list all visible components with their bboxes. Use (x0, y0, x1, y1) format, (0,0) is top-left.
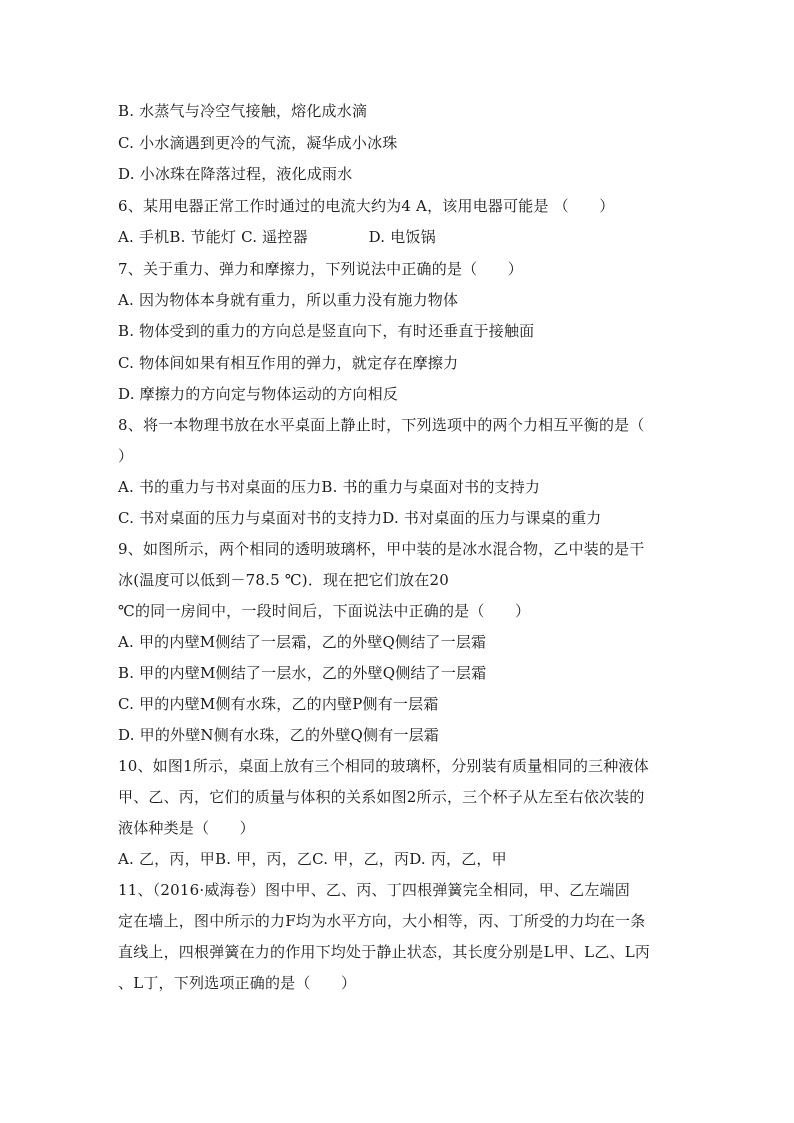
question-8-cont: ） (118, 447, 134, 465)
question-10: 10、如图1所示，桌面上放有三个相同的玻璃杯，分别装有质量相同的三种液体 (118, 757, 649, 775)
options-cd-q8: C. 书对桌面的压力与桌面对书的支持力D. 书对桌面的压力与课桌的重力 (118, 509, 602, 527)
question-10-cont2: 液体种类是（ ） (118, 819, 255, 837)
options-q6: A. 手机B. 节能灯 C. 遥控器 D. 电饭锅 (118, 228, 436, 246)
question-6: 6、某用电器正常工作时通过的电流大约为4 A，该用电器可能是 （ ） (118, 197, 615, 215)
question-8: 8、将一本物理书放在水平桌面上静止时，下列选项中的两个力相互平衡的是（ (118, 416, 645, 434)
option-a-q9: A. 甲的内壁M侧结了一层霜，乙的外壁Q侧结了一层霜 (118, 633, 487, 651)
question-11-cont3: 、L丁，下列选项正确的是（ ） (118, 974, 357, 992)
option-b-q5: B. 水蒸气与冷空气接触，熔化成水滴 (118, 102, 368, 120)
question-7: 7、关于重力、弹力和摩擦力，下列说法中正确的是（ ） (118, 260, 523, 278)
option-d-q9: D. 甲的外壁N侧有水珠，乙的外壁Q侧有一层霜 (118, 726, 440, 744)
question-10-cont1: 甲、乙、丙，它们的质量与体积的关系如图2所示，三个杯子从左至右依次装的 (118, 788, 645, 806)
question-9-cont2: ℃的同一房间中，一段时间后，下面说法中正确的是（ ） (118, 602, 531, 620)
question-11-cont1: 定在墙上，图中所示的力F均为水平方向，大小相等，丙、丁所受的力均在一条 (118, 912, 646, 930)
option-d-q5: D. 小冰珠在降落过程，液化成雨水 (118, 165, 353, 183)
question-9: 9、如图所示，两个相同的透明玻璃杯，甲中装的是冰水混合物，乙中装的是干 (118, 540, 645, 558)
question-11-cont2: 直线上，四根弹簧在力的作用下均处于静止状态，其长度分别是L甲、L乙、L丙 (118, 943, 651, 961)
option-c-q9: C. 甲的内壁M侧有水珠，乙的内壁P侧有一层霜 (118, 695, 439, 713)
option-d-q7: D. 摩擦力的方向定与物体运动的方向相反 (118, 385, 399, 403)
question-11: 11、（2016·威海卷）图中甲、乙、丙、丁四根弹簧完全相同，甲、乙左端固 (118, 881, 630, 899)
option-a-q7: A. 因为物体本身就有重力，所以重力没有施力物体 (118, 291, 459, 309)
option-c-q5: C. 小水滴遇到更冷的气流，凝华成小冰珠 (118, 134, 398, 152)
option-b-q9: B. 甲的内壁M侧结了一层水，乙的外壁Q侧结了一层霜 (118, 664, 487, 682)
options-q10: A. 乙，丙，甲B. 甲，丙，乙C. 甲，乙，丙D. 丙，乙，甲 (118, 850, 507, 868)
options-ab-q8: A. 书的重力与书对桌面的压力B. 书的重力与桌面对书的支持力 (118, 478, 541, 496)
option-b-q7: B. 物体受到的重力的方向总是竖直向下，有时还垂直于接触面 (118, 322, 535, 340)
option-c-q7: C. 物体间如果有相互作用的弹力，就定存在摩擦力 (118, 354, 459, 372)
question-9-cont1: 冰(温度可以低到－78.5 ℃)．现在把它们放在20 (118, 571, 449, 589)
